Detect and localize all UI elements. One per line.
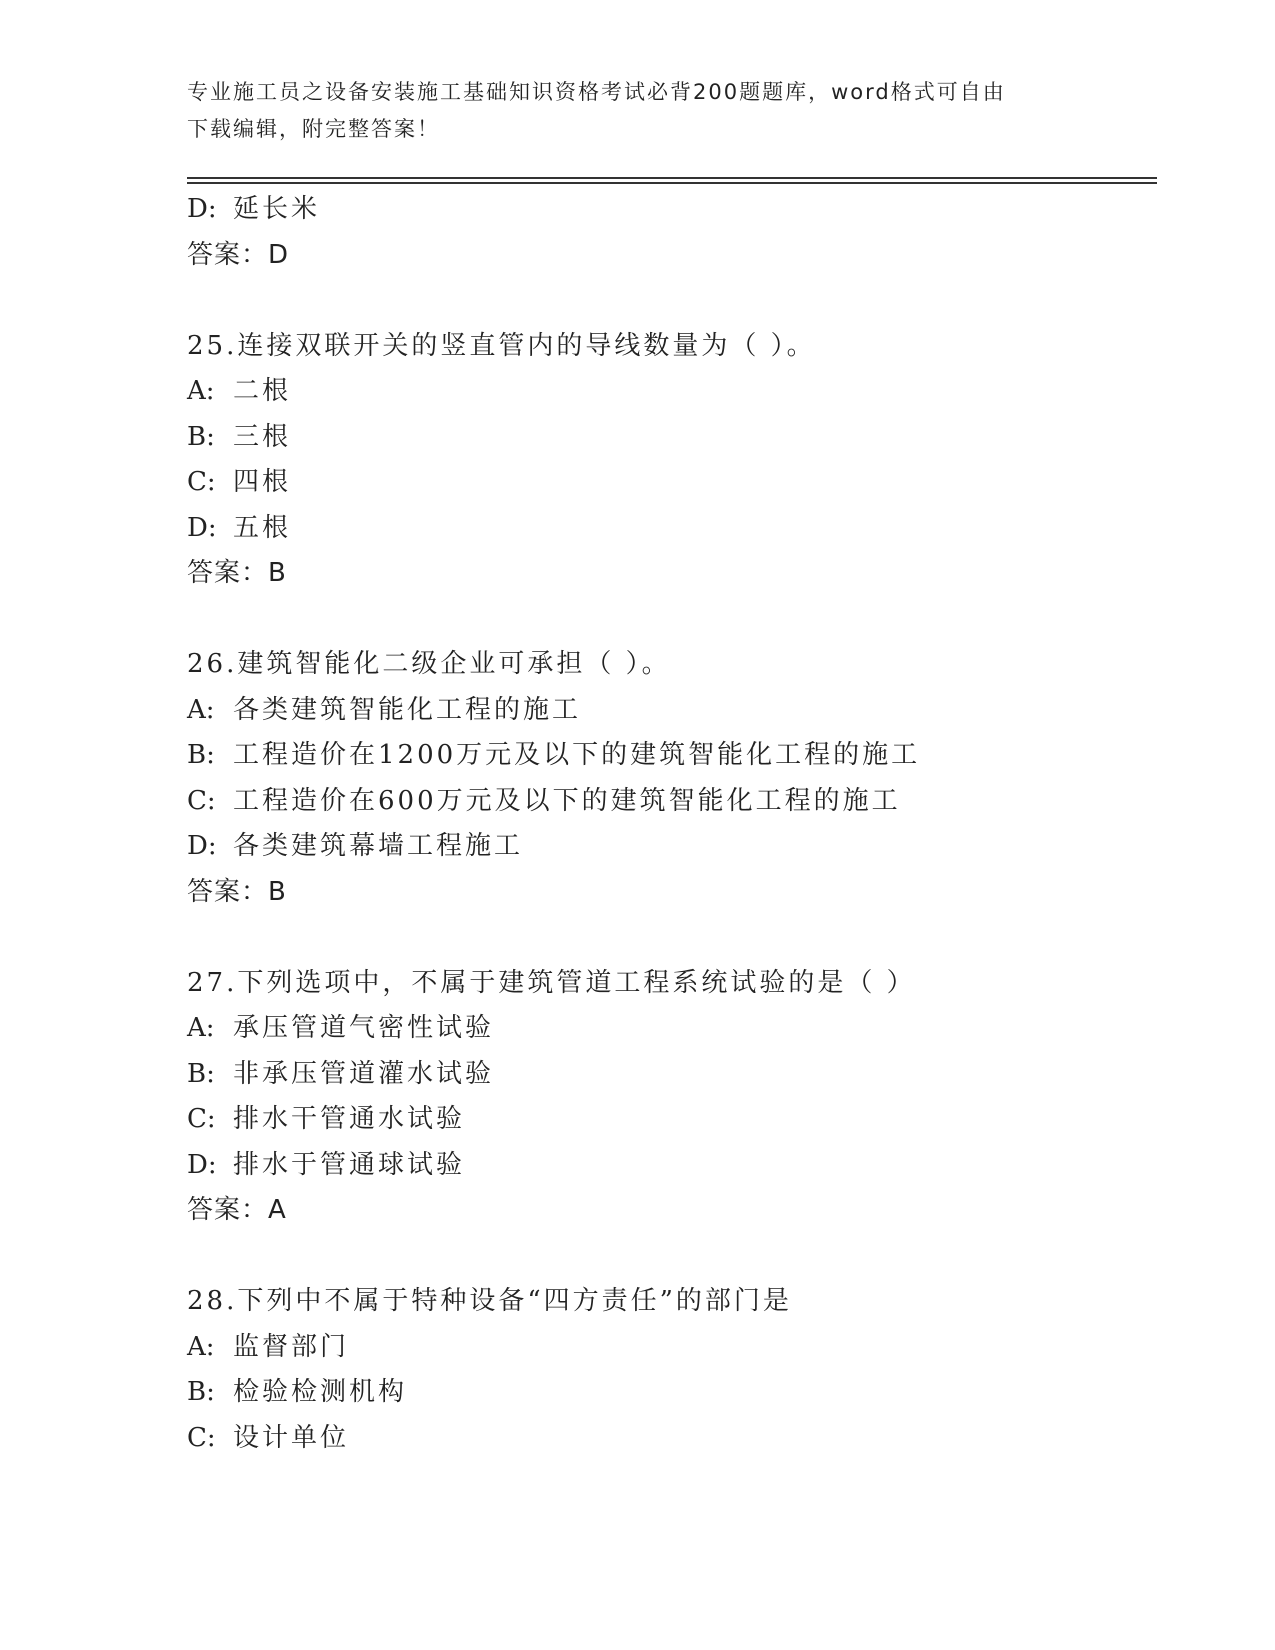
option-line <box>187 1097 1147 1143</box>
option-letter: C: <box>187 467 216 497</box>
option-line <box>187 1416 1147 1462</box>
option-letter: D: <box>187 194 217 224</box>
question-stem: 25.连接双联开关的竖直管内的导线数量为（ ）。 <box>187 330 816 361</box>
option-line <box>187 369 1147 415</box>
option-letter: B: <box>187 1058 215 1089</box>
option-letter: A: <box>187 376 215 406</box>
answer-line: 答案：B <box>187 876 287 907</box>
option-line <box>187 1370 1147 1416</box>
question-stem: 27.下列选项中，不属于建筑管道工程系统试验的是（ ） <box>187 967 916 998</box>
option-text: 工程造价在600万元及以下的建筑智能化工程的施工 <box>233 785 901 816</box>
question-stem: 26.建筑智能化二级企业可承担（ ）。 <box>187 649 671 679</box>
option-line <box>187 187 1147 233</box>
option-text: 各类建筑智能化工程的施工 <box>233 694 582 725</box>
header-divider-top <box>187 177 1157 179</box>
option-line <box>187 1143 1147 1189</box>
header-line-2: 下载编辑，附完整答案！ <box>187 117 440 141</box>
option-letter: C: <box>187 1104 216 1134</box>
option-text: 三根 <box>233 421 292 452</box>
option-letter: B: <box>187 421 215 452</box>
header-divider-bottom <box>187 182 1157 184</box>
option-line <box>187 733 1147 779</box>
option-letter: B: <box>187 1377 215 1407</box>
option-text: 工程造价在1200万元及以下的建筑智能化工程的施工 <box>233 740 921 770</box>
spacer <box>187 915 1147 961</box>
option-letter: D: <box>187 1149 217 1180</box>
option-letter: A: <box>187 1331 215 1362</box>
option-text: 五根 <box>233 512 292 543</box>
option-text: 承压管道气密性试验 <box>233 1013 495 1043</box>
spacer <box>187 1234 1147 1280</box>
option-letter: C: <box>187 1422 216 1453</box>
option-text: 延长米 <box>233 194 321 224</box>
option-text: 各类建筑幕墙工程施工 <box>233 831 524 861</box>
option-letter: A: <box>187 1013 215 1043</box>
option-line <box>187 1325 1147 1371</box>
option-letter: C: <box>187 785 216 816</box>
option-text: 监督部门 <box>233 1331 350 1362</box>
option-letter: D: <box>187 831 217 861</box>
option-text: 二根 <box>233 376 292 406</box>
option-text: 排水于管通球试验 <box>233 1149 466 1180</box>
header-line-1: 专业施工员之设备安装施工基础知识资格考试必背200题题库，word格式可自由 <box>187 80 1006 104</box>
option-text: 检验检测机构 <box>233 1377 408 1407</box>
option-letter: B: <box>187 740 215 770</box>
option-letter: D: <box>187 512 217 543</box>
option-line <box>187 1052 1147 1098</box>
option-text: 设计单位 <box>233 1422 350 1453</box>
option-text: 四根 <box>233 467 292 497</box>
option-line <box>187 1006 1147 1052</box>
spacer <box>187 278 1147 324</box>
spacer <box>187 597 1147 643</box>
option-line <box>187 779 1147 825</box>
option-line <box>187 506 1147 552</box>
answer-line: 答案：A <box>187 1195 287 1225</box>
option-letter: A: <box>187 694 215 725</box>
document-header <box>187 74 1087 148</box>
answer-line: 答案：B <box>187 558 287 588</box>
option-line <box>187 688 1147 734</box>
option-line <box>187 415 1147 461</box>
question-stem: 28.下列中不属于特种设备“四方责任”的部门是 <box>187 1286 792 1316</box>
option-text: 非承压管道灌水试验 <box>233 1058 495 1089</box>
option-text: 排水干管通水试验 <box>233 1104 466 1134</box>
option-line <box>187 824 1147 870</box>
answer-line: 答案：D <box>187 239 290 270</box>
option-line <box>187 460 1147 506</box>
question-list <box>187 187 1147 1461</box>
